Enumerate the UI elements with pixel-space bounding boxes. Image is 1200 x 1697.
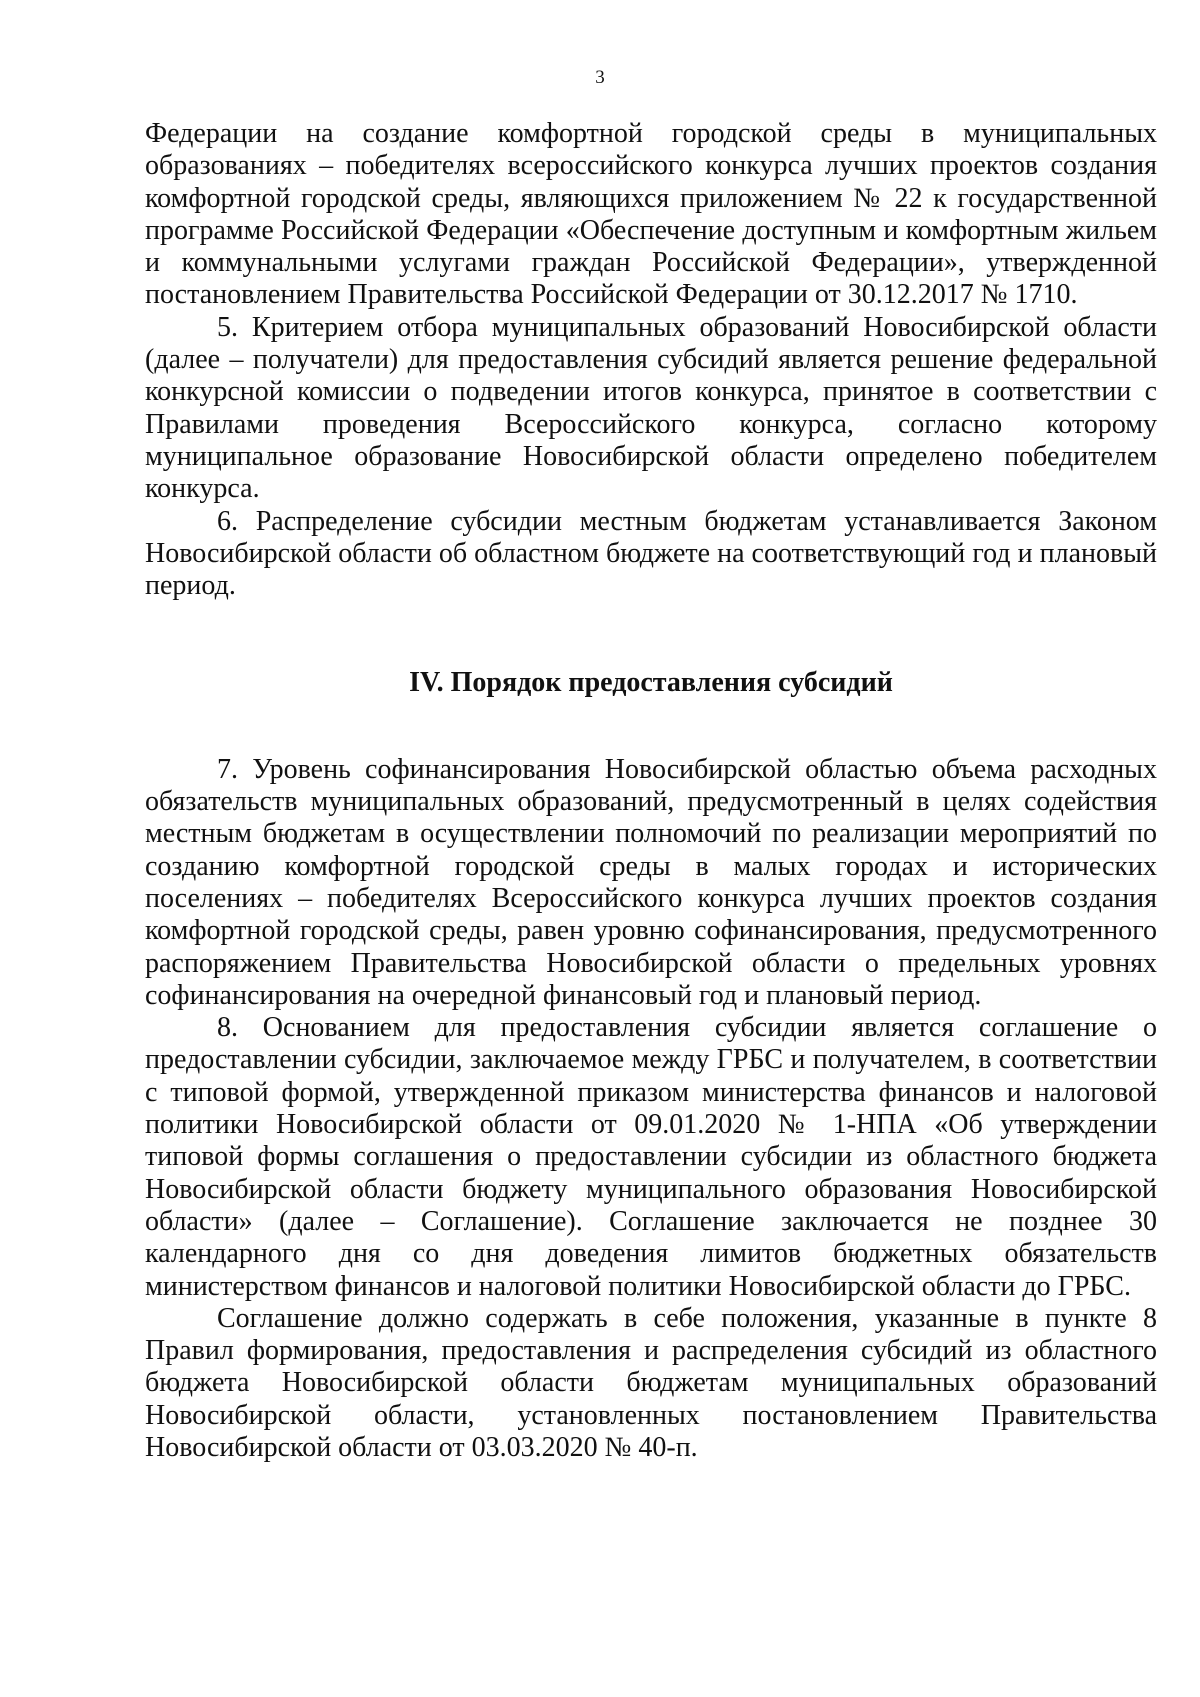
- paragraph-agreement-contents: Соглашение должно содержать в себе положения, указанные в пункте 8 Правил формирования, предоставления и распределения субсидий из областного бюджета Новосибирской области бюджетам муниципальных образований Новосибирской области, установленных постановлением Правительства Новосибирской области от 03.03.2020 № 40-п.: [145, 1302, 1157, 1463]
- section-heading: IV. Порядок предоставления субсидий: [409, 667, 893, 699]
- page-number: 3: [595, 67, 605, 88]
- paragraph-item-7: 7. Уровень софинансирования Новосибирской областью объема расходных обязательств муниципальных образований, предусмотренный в целях содействия местным бюджетам в осуществлении полномочий по реализации мероприятий по созданию комфортной городской среды в малых городах и исторических поселениях – победителях Всероссийского конкурса лучших проектов создания комфортной городской среды, равен уровню софинансирования, предусмотренного распоряжением Правительства Новосибирской области о предельных уровнях софинансирования на очередной финансовый год и плановый период.: [145, 753, 1157, 1011]
- paragraph-continuation: Федерации на создание комфортной городской среды в муниципальных образованиях – победителях всероссийского конкурса лучших проектов создания комфортной городской среды, являющихся приложением № 22 к государственной программе Российской Федерации «Обеспечение доступным и комфортным жильем и коммунальными услугами граждан Российской Федерации», утвержденной постановлением Правительства Российской Федерации от 30.12.2017 № 1710.: [145, 118, 1157, 311]
- paragraph-item-6: 6. Распределение субсидии местным бюджетам устанавливается Законом Новосибирской области об областном бюджете на соответствующий год и плановый период.: [145, 505, 1157, 602]
- document-body: [145, 118, 1157, 1464]
- paragraph-item-8: 8. Основанием для предоставления субсидии является соглашение о предоставлении субсидии, заключаемое между ГРБС и получателем, в соответствии с типовой формой, утвержденной приказом министерства финансов и налоговой политики Новосибирской области от 09.01.2020 № 1-НПА «Об утверждении типовой формы соглашения о предоставлении субсидии из областного бюджета Новосибирской области бюджету муниципального образования Новосибирской области» (далее – Соглашение). Соглашение заключается не позднее 30 календарного дня со дня доведения лимитов бюджетных обязательств министерством финансов и налоговой политики Новосибирской области до ГРБС.: [145, 1012, 1157, 1302]
- paragraph-item-5: 5. Критерием отбора муниципальных образований Новосибирской области (далее – получатели) для предоставления субсидий является решение федеральной конкурсной комиссии о подведении итогов конкурса, принятое в соответствии с Правилами проведения Всероссийского конкурса, согласно которому муниципальное образование Новосибирской области определено победителем конкурса.: [145, 311, 1157, 505]
